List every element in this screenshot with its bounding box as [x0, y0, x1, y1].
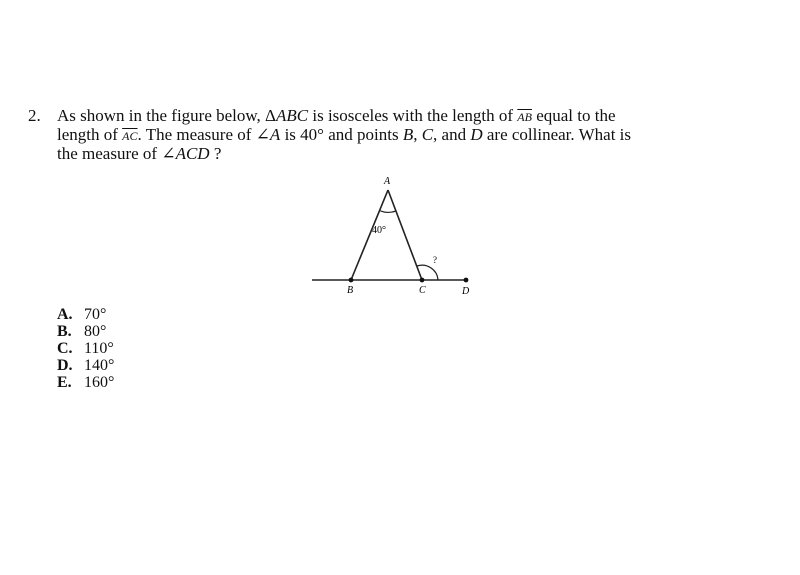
choice-letter: E. [57, 374, 72, 391]
choice-value: 80° [84, 323, 107, 340]
q-text-segment: equal to the [531, 106, 616, 125]
q-text-segment: the measure of ∠ [57, 144, 176, 163]
q-text-segment: is isosceles with the length of [308, 106, 518, 125]
q-text-segment: , and [433, 125, 471, 144]
choice-value: 70° [84, 306, 107, 323]
choice-value: 160° [84, 374, 115, 391]
choice-letter: D. [57, 357, 73, 374]
q-text-segment: As shown in the figure below, Δ [57, 106, 276, 125]
q-math-a: A [269, 125, 281, 144]
side-ac [388, 190, 422, 280]
point-b [349, 278, 354, 283]
q-text-segment: are collinear. What is [482, 125, 632, 144]
q-math-abc: ABC [276, 106, 309, 125]
angle-unknown-label: ? [433, 255, 437, 265]
choice-letter: B. [57, 323, 72, 340]
label-d: D [462, 286, 470, 297]
label-c: C [419, 285, 426, 296]
q-text-segment: ? [209, 144, 222, 163]
choice-letter: A. [57, 306, 73, 323]
question-number: 2. [28, 106, 41, 125]
angle-a-label: 40° [372, 225, 386, 236]
point-d [464, 278, 469, 283]
q-text-segment: . The measure of ∠ [137, 125, 270, 144]
choice-d[interactable] [57, 357, 114, 374]
question-line-1 [57, 107, 787, 126]
choice-letter: C. [57, 340, 73, 357]
label-b: B [347, 285, 354, 296]
q-math-acd: ACD [175, 144, 210, 163]
q-segment-ac: $\overline{AC}$ [122, 129, 138, 143]
choice-value: 140° [84, 357, 115, 374]
angle-arc-a [380, 211, 397, 213]
q-text-segment: is 40° and points [280, 125, 403, 144]
point-c [420, 278, 425, 283]
q-math-d: D [470, 125, 483, 144]
triangle-figure [300, 170, 500, 300]
angle-arc-c [417, 265, 438, 280]
q-text-segment: length of [57, 125, 123, 144]
choice-a[interactable] [57, 306, 114, 323]
q-text-segment: , [413, 125, 422, 144]
question-text [57, 107, 787, 162]
q-math-c: C [421, 125, 434, 144]
choice-c[interactable] [57, 340, 114, 357]
question-line-2 [57, 126, 787, 145]
answer-choices [57, 306, 114, 391]
label-a: A [384, 176, 391, 187]
choice-value: 110° [84, 340, 114, 357]
q-math-b: B [402, 125, 414, 144]
question-line-3 [57, 145, 787, 162]
q-segment-ab: $\overline{AB}$ [517, 110, 532, 124]
choice-b[interactable] [57, 323, 114, 340]
choice-e[interactable] [57, 374, 114, 391]
